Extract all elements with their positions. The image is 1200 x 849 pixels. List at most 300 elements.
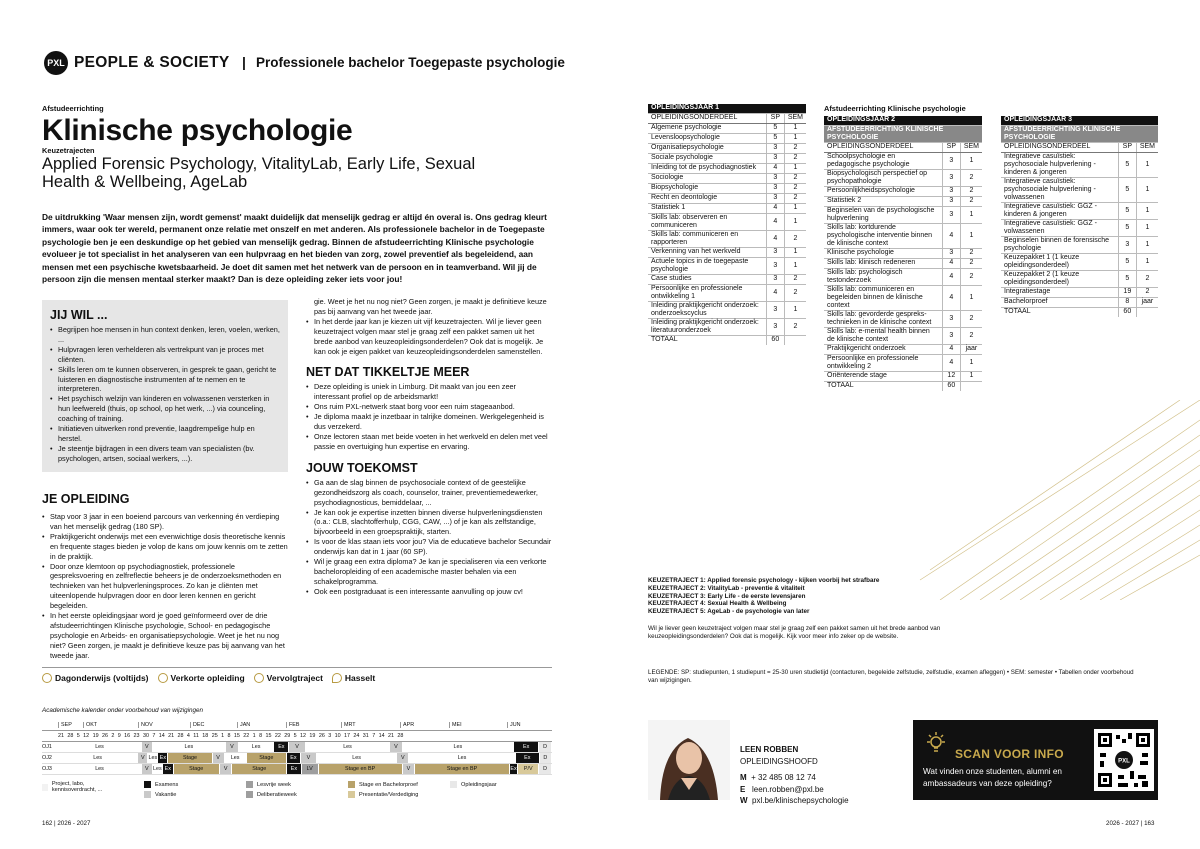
table-cell: 8	[1118, 297, 1136, 307]
table-cell: Keuzepakket 2 (1 keuze opleidingsonderdeel)	[1001, 270, 1118, 287]
table-cell: Praktijkgericht onderzoek	[824, 344, 942, 354]
table-cell: 2	[784, 230, 806, 247]
calendar-month: JAN	[237, 722, 286, 728]
table-cell: Persoonlijke en professionele ontwikkeling 2	[824, 354, 942, 371]
table-cell: 3	[766, 183, 784, 193]
table-cell: Statistiek 2	[824, 196, 942, 206]
calendar-cell: Stage en BP	[415, 764, 510, 774]
table-cell: 1	[1136, 236, 1158, 253]
jij-wil-box	[42, 300, 288, 472]
table-cell: Sociale psychologie	[648, 153, 766, 163]
table-cell: 2	[960, 310, 982, 327]
table-cell: 1	[784, 301, 806, 318]
table-cell: 3	[942, 310, 960, 327]
table-cell: 1	[1136, 253, 1158, 270]
table-cell: 1	[1136, 219, 1158, 236]
calendar-month: MRT	[341, 722, 400, 728]
list-item: • Het psychisch welzijn van kinderen en volwassenen versterken in hun leefwereld (thuis, op school, op het werk, ...) via counceling, coaching of training.	[50, 394, 280, 424]
footer-right: 2026 - 2027 | 163	[1106, 820, 1155, 827]
table-cell: 1	[784, 133, 806, 143]
table-cell: TOTAAL	[824, 381, 942, 391]
calendar-month: JUN	[507, 722, 552, 728]
table-cell: 5	[1118, 219, 1136, 236]
table-cell: Levensloopsychologie	[648, 133, 766, 143]
table-row	[824, 285, 982, 310]
table-cell: Biopsychologisch perspectief op psychopathologie	[824, 169, 942, 186]
legend-location: Hasselt	[332, 673, 375, 683]
calendar-month: OKT	[83, 722, 138, 728]
clock-icon	[42, 673, 52, 683]
table-cell: OPLEIDINGSJAAR 2	[824, 116, 982, 125]
table-cell: 4	[942, 268, 960, 285]
table-cell: 12	[942, 371, 960, 381]
table-cell: Skills lab: psychologisch testonderzoek	[824, 268, 942, 285]
table-cell: Skills lab: e-mental health binnen de klinische context	[824, 327, 942, 344]
table-cell: TOTAAL	[1001, 307, 1118, 317]
table-cell: 3	[766, 153, 784, 163]
calendar-days: 21 28 5 12 19 26 2 9 16 23 30 7 14 21 28 4 11 18 25 1 8 15 22 1 8 15 22 29 5 12 19 26 3 10 17 24 31 7 14 21 28	[58, 733, 404, 739]
table-cell: 1	[784, 203, 806, 213]
table-cell: Schoolpsychologie en pedagogische psychologie	[824, 152, 942, 169]
list-item: • Praktijkgericht onderwijs met een evenwichtige dosis theoretische kennis en frequente stages bieden je volop de kans om jouw kennis om te zetten in de praktijk.	[42, 532, 288, 562]
footer-left: 162 | 2026 - 2027	[42, 820, 91, 827]
decorative-stripes	[900, 400, 1200, 600]
table-cell: 2	[784, 183, 806, 193]
page-title: Klinische psychologie	[42, 114, 353, 147]
table-cell	[960, 381, 982, 391]
table-row	[1001, 253, 1158, 270]
table-row	[648, 213, 806, 230]
calendar-cell: Les	[409, 753, 515, 763]
opleiding-section	[42, 492, 288, 661]
keuze-note: Wil je liever geen keuzetraject volgen maar stel je graag zelf een pakket samen uit het brede aanbod van keuzeopleidingsonderdelen? Ook dat is mogelijk. Kijk voor meer info zeker op de website.	[648, 625, 941, 640]
key-swatch	[144, 791, 151, 798]
table-cell: 2	[960, 268, 982, 285]
table-cell: 2	[960, 169, 982, 186]
table-title-row	[824, 116, 982, 125]
table-row	[1001, 177, 1158, 202]
table-header-row	[1001, 142, 1158, 152]
calendar-row	[42, 742, 552, 753]
table-cell: 1	[960, 223, 982, 248]
key-swatch	[348, 791, 355, 798]
opleiding-continued: gie. Weet je het nu nog niet? Geen zorgen, je maakt je definitieve keuze pas bij aanvang van het tweede jaar.	[314, 297, 547, 316]
calendar-key: Presentatie/Verdediging	[348, 791, 448, 798]
table-row	[1001, 236, 1158, 253]
table-cell: Integratieve casuïstiek: GGZ - kinderen & jongeren	[1001, 202, 1118, 219]
list-item: • Ga aan de slag binnen de psychosociale context of de geestelijke gezondheidszorg als coach, counselor, trainer, preventiemedewerker, psychodiagnosticus, bemiddelaar, ...	[306, 478, 552, 508]
legend-divider	[42, 667, 552, 668]
brand-title: PEOPLE & SOCIETY	[74, 54, 230, 71]
table-legend: LEGENDE: SP: studiepunten, 1 studiepunt = 25-30 uren studietijd (contacturen, begeleide zelfstudie, zelfstudie, examen afleggen) • SEM: semester • Tabellen onder voorbehoud van wijzigingen.	[648, 669, 1134, 684]
table-cell: 3	[942, 186, 960, 196]
table-cell: Integratiestage	[1001, 287, 1118, 297]
table-cell: 5	[766, 123, 784, 133]
table-cell: 2	[784, 173, 806, 183]
table-cell: SP	[766, 113, 784, 123]
table-row	[824, 223, 982, 248]
table-cell: 5	[1118, 177, 1136, 202]
table-cell: 2	[960, 248, 982, 258]
list-item: • Je diploma maakt je inzetbaar in talrijke domeinen. Werkgelegenheid is dus verzekerd.	[306, 412, 552, 432]
table-cell: Case studies	[648, 274, 766, 284]
list-item: • In het eerste opleidingsjaar word je goed geïnformeerd over de drie afstudeerrichtingen Klinische psychologie, School- en pedagogische psychologie en Arbeids- en organisatiepsychologie. Weet je het nu nog niet? Geen zorgen, je maakt je definitieve keuze pas bij aanvang van het tweede jaar.	[42, 611, 288, 661]
calendar-row-label: OJ1	[42, 744, 52, 750]
calendar-cell: Les	[239, 742, 275, 752]
table-total-row	[1001, 307, 1158, 317]
jij-wil-heading: JIJ WIL ...	[50, 308, 108, 322]
table-cell: 1	[784, 123, 806, 133]
calendar-key: Vakantie	[144, 791, 244, 798]
key-swatch	[144, 781, 151, 788]
table-cell: 3	[1118, 236, 1136, 253]
tikkeltje-list	[306, 382, 552, 451]
legend-vervolg: Vervolgtraject	[254, 673, 323, 683]
table-cell: Algemene psychologie	[648, 123, 766, 133]
table-cell: 3	[766, 257, 784, 274]
toekomst-heading: JOUW TOEKOMST	[306, 460, 418, 475]
calendar-cell: V	[142, 742, 153, 752]
table-cell: Recht en deontologie	[648, 193, 766, 203]
table-row	[824, 248, 982, 258]
table-title-row	[1001, 116, 1158, 125]
table-row	[824, 169, 982, 186]
table-cell: Skills lab: klinisch redeneren	[824, 258, 942, 268]
calendar-key: Stage en Bachelorproef	[348, 781, 448, 788]
table-row	[1001, 270, 1158, 287]
keuzetraject-item: KEUZETRAJECT 3: Early Life - de eerste levensjaren	[648, 592, 806, 600]
key-swatch	[450, 781, 457, 788]
table-cell: 2	[784, 284, 806, 301]
table-cell: 4	[942, 285, 960, 310]
table-cell: Skills lab: observeren en communiceren	[648, 213, 766, 230]
study-legend	[42, 673, 375, 683]
calendar-cell: LV	[302, 764, 319, 774]
table-cell: Oriënterende stage	[824, 371, 942, 381]
calendar-month: FEB	[286, 722, 341, 728]
table-row	[648, 173, 806, 183]
key-swatch	[246, 781, 253, 788]
table-cell: OPLEIDINGSJAAR 1	[648, 104, 806, 113]
calendar-cell: V	[403, 764, 416, 774]
tikkeltje-heading: NET DAT TIKKELTJE MEER	[306, 365, 470, 380]
list-item: • Begrijpen hoe mensen in hun context denken, leren, voelen, werken, ...	[50, 325, 280, 345]
table-cell: 1	[1136, 202, 1158, 219]
table-subtitle-row	[824, 125, 982, 142]
table-cell: 3	[766, 193, 784, 203]
table-cell	[784, 335, 806, 345]
table-cell: 2	[960, 258, 982, 268]
table-row	[648, 193, 806, 203]
table-cell: 1	[784, 163, 806, 173]
table-cell: 2	[960, 196, 982, 206]
table-row	[648, 143, 806, 153]
calendar-month: APR	[400, 722, 449, 728]
calendar-cell: Les	[152, 766, 162, 772]
list-item: • Wil je graag een extra diploma? Je kan je specialiseren via een verkorte bacheloropleiding of een academische master behalen via een schakelprogramma.	[306, 557, 552, 587]
table-cell: 3	[766, 301, 784, 318]
table-cell: SP	[942, 142, 960, 152]
list-item: • Deze opleiding is uniek in Limburg. Dit maakt van jou een zeer interessant profiel op de arbeidsmarkt!	[306, 382, 552, 402]
table-row	[824, 196, 982, 206]
table-row	[1001, 297, 1158, 307]
table-cell: OPLEIDINGSONDERDEEL	[824, 142, 942, 152]
table-cell: 5	[1118, 270, 1136, 287]
table-cell: 3	[766, 143, 784, 153]
table-row	[648, 318, 806, 335]
table-cell: Verkenning van het werkveld	[648, 247, 766, 257]
scan-text: Wat vinden onze studenten, alumni en ambassadeurs van deze opleiding?	[923, 767, 1062, 788]
table-row	[648, 123, 806, 133]
table-cell: Skills lab: kortdurende psychologische interventie binnen de klinische context	[824, 223, 942, 248]
table-cell: 60	[766, 335, 784, 345]
list-item: • Je steentje bijdragen in een divers team van specialisten (bv. psychologen, artsen, sociaal werkers, ...).	[50, 444, 280, 464]
key-swatch	[348, 781, 355, 788]
keuzetraject-item: KEUZETRAJECT 5: AgeLab - de psychologie van later	[648, 608, 810, 616]
table-cell: OPLEIDINGSONDERDEEL	[648, 113, 766, 123]
table-cell: 19	[1118, 287, 1136, 297]
calendar-cell: V	[390, 742, 403, 752]
table-cell: Integratieve casuïstiek: GGZ - volwassenen	[1001, 219, 1118, 236]
table-cell: Klinische psychologie	[824, 248, 942, 258]
calendar-keys	[42, 781, 562, 803]
table-row	[648, 183, 806, 193]
list-item: • Ons ruim PXL-netwerk staat borg voor een ruim stageaanbod.	[306, 402, 552, 412]
calendar-cell: Ex	[516, 753, 540, 763]
table-cell: Actuele topics in de toegepaste psychologie	[648, 257, 766, 274]
calendar-cell: Stage	[168, 753, 212, 763]
table-cell: SEM	[960, 142, 982, 152]
calendar-cell: V	[289, 742, 306, 752]
table-cell: Beginselen van de psychologische hulpverlening	[824, 206, 942, 223]
program-title: Professionele bachelor Toegepaste psychologie	[256, 55, 565, 70]
column-b	[306, 297, 552, 597]
table-cell: Skills lab: communiceren en begeleiden binnen de klinische context	[824, 285, 942, 310]
table-cell: SP	[1118, 142, 1136, 152]
calendar-cell: Les	[58, 764, 142, 774]
calendar-cell: Les	[306, 742, 390, 752]
keuze-label: Keuzetrajecten	[42, 146, 95, 155]
table-cell: 1	[960, 152, 982, 169]
contact-block	[740, 744, 849, 807]
table-cell: 3	[942, 206, 960, 223]
table-row	[648, 203, 806, 213]
table-row	[824, 310, 982, 327]
table-cell: 5	[1118, 202, 1136, 219]
table-cell: 3	[942, 327, 960, 344]
table-row	[824, 258, 982, 268]
calendar-cell: D	[539, 742, 552, 752]
calendar-month: MEI	[449, 722, 507, 728]
toekomst-list	[306, 478, 552, 597]
table-cell: 3	[766, 274, 784, 284]
table-cell: 4	[766, 203, 784, 213]
year1-table-wrap	[648, 104, 806, 345]
calendar-caption: Academische kalender onder voorbehoud van wijzigingen	[42, 707, 204, 714]
calendar-cell: Les	[403, 742, 514, 752]
table-cell: Integratieve casuïstiek: psychosociale hulpverlening - volwassenen	[1001, 177, 1118, 202]
qr-logo: PXL	[1118, 758, 1130, 765]
legend-verkort: Verkorte opleiding	[158, 673, 245, 683]
table-cell: jaar	[1136, 297, 1158, 307]
table-subtitle-row	[1001, 125, 1158, 142]
table-row	[1001, 202, 1158, 219]
calendar-cell: V	[226, 742, 239, 752]
table-row	[1001, 287, 1158, 297]
calendar-cell: Ex	[287, 753, 301, 763]
table-cell: 1	[784, 257, 806, 274]
table-cell: 1	[960, 285, 982, 310]
table-cell: SEM	[784, 113, 806, 123]
calendar-cell: Ex	[514, 742, 539, 752]
table-cell: 4	[942, 258, 960, 268]
contact-phone[interactable]: M + 32 485 08 12 74	[740, 773, 816, 782]
table-cell: Inleiding praktijkgericht onderzoek: literatuuronderzoek	[648, 318, 766, 335]
table-row	[824, 268, 982, 285]
calendar-cell: Stage	[232, 764, 287, 774]
table-row	[648, 257, 806, 274]
table-total-row	[648, 335, 806, 345]
table-row	[648, 284, 806, 301]
table-row	[824, 206, 982, 223]
table-cell	[1136, 307, 1158, 317]
contact-role: OPLEIDINGSHOOFD	[740, 756, 818, 766]
table-cell: Organisatiepsychologie	[648, 143, 766, 153]
table-cell: 4	[942, 344, 960, 354]
keuzetraject-item: KEUZETRAJECT 4: Sexual Health & Wellbeing	[648, 600, 787, 608]
list-item: • Is voor de klas staan iets voor jou? Via de educatieve bachelor Secundair onderwijs kan dat in 1 jaar (60 SP).	[306, 537, 552, 557]
legend-dagonderwijs: Dagonderwijs (voltijds)	[42, 673, 149, 683]
year3-table	[1001, 116, 1158, 317]
table-row	[648, 274, 806, 284]
table-cell: 5	[766, 133, 784, 143]
qr-code[interactable]	[1094, 729, 1154, 791]
table-cell: 3	[766, 247, 784, 257]
header-separator: |	[242, 54, 246, 70]
calendar-cell: Ex	[287, 764, 302, 774]
contact-web[interactable]: W pxl.be/klinischepsychologie	[740, 796, 849, 805]
subtitle: Applied Forensic Psychology, VitalityLab, Early Life, Sexual Health & Wellbeing, AgeLab	[42, 155, 476, 191]
opleiding-heading: JE OPLEIDING	[42, 492, 130, 506]
arrow-icon	[254, 673, 264, 683]
table-cell: 1	[960, 354, 982, 371]
list-item: • Je kan ook je expertise inzetten binnen diverse hulpverleningsdiensten (o.a.: CLB, slachtofferhulp, CGG, CAW, ...) of je kan als zelfstandige, bijvoorbeeld in een groepspraktijk, starten.	[306, 508, 552, 538]
calendar-month: SEP	[58, 722, 83, 728]
calendar-key: Opleidingsjaar	[450, 781, 550, 788]
list-item: • Initiatieven uitwerken rond preventie, laagdrempelige hulp en herstel.	[50, 424, 280, 444]
calendar-cell: Ex	[163, 764, 174, 774]
opleiding-list	[42, 512, 288, 661]
year2-table	[824, 116, 982, 391]
table-cell: 2	[960, 186, 982, 196]
calendar-cell: Stage	[174, 764, 220, 774]
table-total-row	[824, 381, 982, 391]
calendar-key: Examens	[144, 781, 244, 788]
calendar-row	[42, 753, 552, 764]
year1-table	[648, 104, 806, 345]
list-item: • Hulpvragen leren verhelderen als vertrekpunt van je proces met cliënten.	[50, 345, 280, 365]
table-cell: 5	[1118, 152, 1136, 177]
table-row	[1001, 219, 1158, 236]
calendar-cell: Ex	[274, 742, 289, 752]
academic-calendar	[42, 720, 552, 775]
table-header-row	[824, 142, 982, 152]
calendar-cell: Les	[148, 755, 158, 761]
calendar-row-label: OJ2	[42, 755, 52, 761]
opleiding-item-5: • In het derde jaar kan je kiezen uit vijf keuzetrajecten. Wil je liever geen keuzetraject volgen maar stel je graag zelf een pakket samen uit het brede aanbod van keuzeopleidingsonderdelen? Ook dat is mogelijk. Je kan ook je eigen pakket van keuzeopleidingsonderdelen samenstellen.	[306, 317, 552, 357]
calendar-cell: D	[539, 764, 552, 774]
table-cell: 4	[766, 230, 784, 247]
table-cell: OPLEIDINGSONDERDEEL	[1001, 142, 1118, 152]
calendar-cell: Les	[58, 753, 138, 763]
table-row	[824, 186, 982, 196]
table-row	[648, 230, 806, 247]
calendar-cell: V	[142, 764, 153, 774]
table-cell: 1	[784, 247, 806, 257]
calendar-cell: V	[397, 753, 409, 763]
table-cell: 1	[960, 206, 982, 223]
table-cell: 4	[942, 223, 960, 248]
list-item: • Ook een postgraduaat is een interessante aanvulling op jouw cv!	[306, 587, 552, 597]
table-cell: 4	[766, 163, 784, 173]
table-cell: 60	[1118, 307, 1136, 317]
table-row	[648, 247, 806, 257]
table-cell: 3	[766, 318, 784, 335]
contact-email[interactable]: E leen.robben@pxl.be	[740, 784, 824, 794]
table-row	[824, 344, 982, 354]
table-cell: 2	[960, 327, 982, 344]
calendar-key: Project, labo, kennisoverdracht, ...	[42, 781, 122, 793]
table-cell: 2	[784, 274, 806, 284]
year3-table-wrap	[1001, 116, 1158, 317]
table-cell: SEM	[1136, 142, 1158, 152]
year2-above-title: Afstudeerrichting Klinische psychologie	[824, 104, 966, 113]
table-cell: 1	[1136, 152, 1158, 177]
table-cell: AFSTUDEERRICHTING KLINISCHE PSYCHOLOGIE	[824, 125, 982, 142]
key-swatch	[42, 784, 48, 791]
table-row	[824, 152, 982, 169]
table-title-row	[648, 104, 806, 113]
table-cell: 1	[784, 213, 806, 230]
calendar-cell: D	[540, 753, 552, 763]
table-cell: 60	[942, 381, 960, 391]
calendar-cell: Stage en BP	[319, 764, 403, 774]
year2-table-wrap	[824, 116, 982, 391]
table-cell: 5	[1118, 253, 1136, 270]
table-cell: Inleiding praktijkgericht onderzoek: onderzoekscyclus	[648, 301, 766, 318]
list-item: • Door onze klemtoon op psychodiagnostiek, professionele gespreksvoering en zelfreflectie beheers je de onderzoeksmethoden en technieken van het hulpverleningsproces. Zo kan je cliënten met uiteenlopende hulpvragen door en door leren kennen en gericht begeleiden.	[42, 562, 288, 612]
table-cell: Inleiding tot de psychodiagnostiek	[648, 163, 766, 173]
table-cell: Biopsychologie	[648, 183, 766, 193]
table-cell: 3	[942, 196, 960, 206]
calendar-key: Lesvrije week	[246, 781, 346, 788]
table-cell: Integratieve casuïstiek: psychosociale hulpverlening - kinderen & jongeren	[1001, 152, 1118, 177]
table-cell: Beginselen binnen de forensische psychologie	[1001, 236, 1118, 253]
contact-name: LEEN ROBBEN	[740, 745, 799, 754]
calendar-cell: V	[213, 753, 225, 763]
table-cell: Skills lab: gevorderde gesprekstechnieken in de klinische context	[824, 310, 942, 327]
table-cell: 3	[942, 169, 960, 186]
table-row	[648, 133, 806, 143]
calendar-cell: Stage	[247, 753, 287, 763]
contact-photo	[648, 720, 730, 800]
scan-info-box[interactable]	[913, 720, 1158, 800]
lightbulb-icon	[925, 730, 947, 754]
table-cell: 2	[1136, 287, 1158, 297]
table-cell: TOTAAL	[648, 335, 766, 345]
table-cell: 1	[1136, 177, 1158, 202]
table-row	[1001, 152, 1158, 177]
